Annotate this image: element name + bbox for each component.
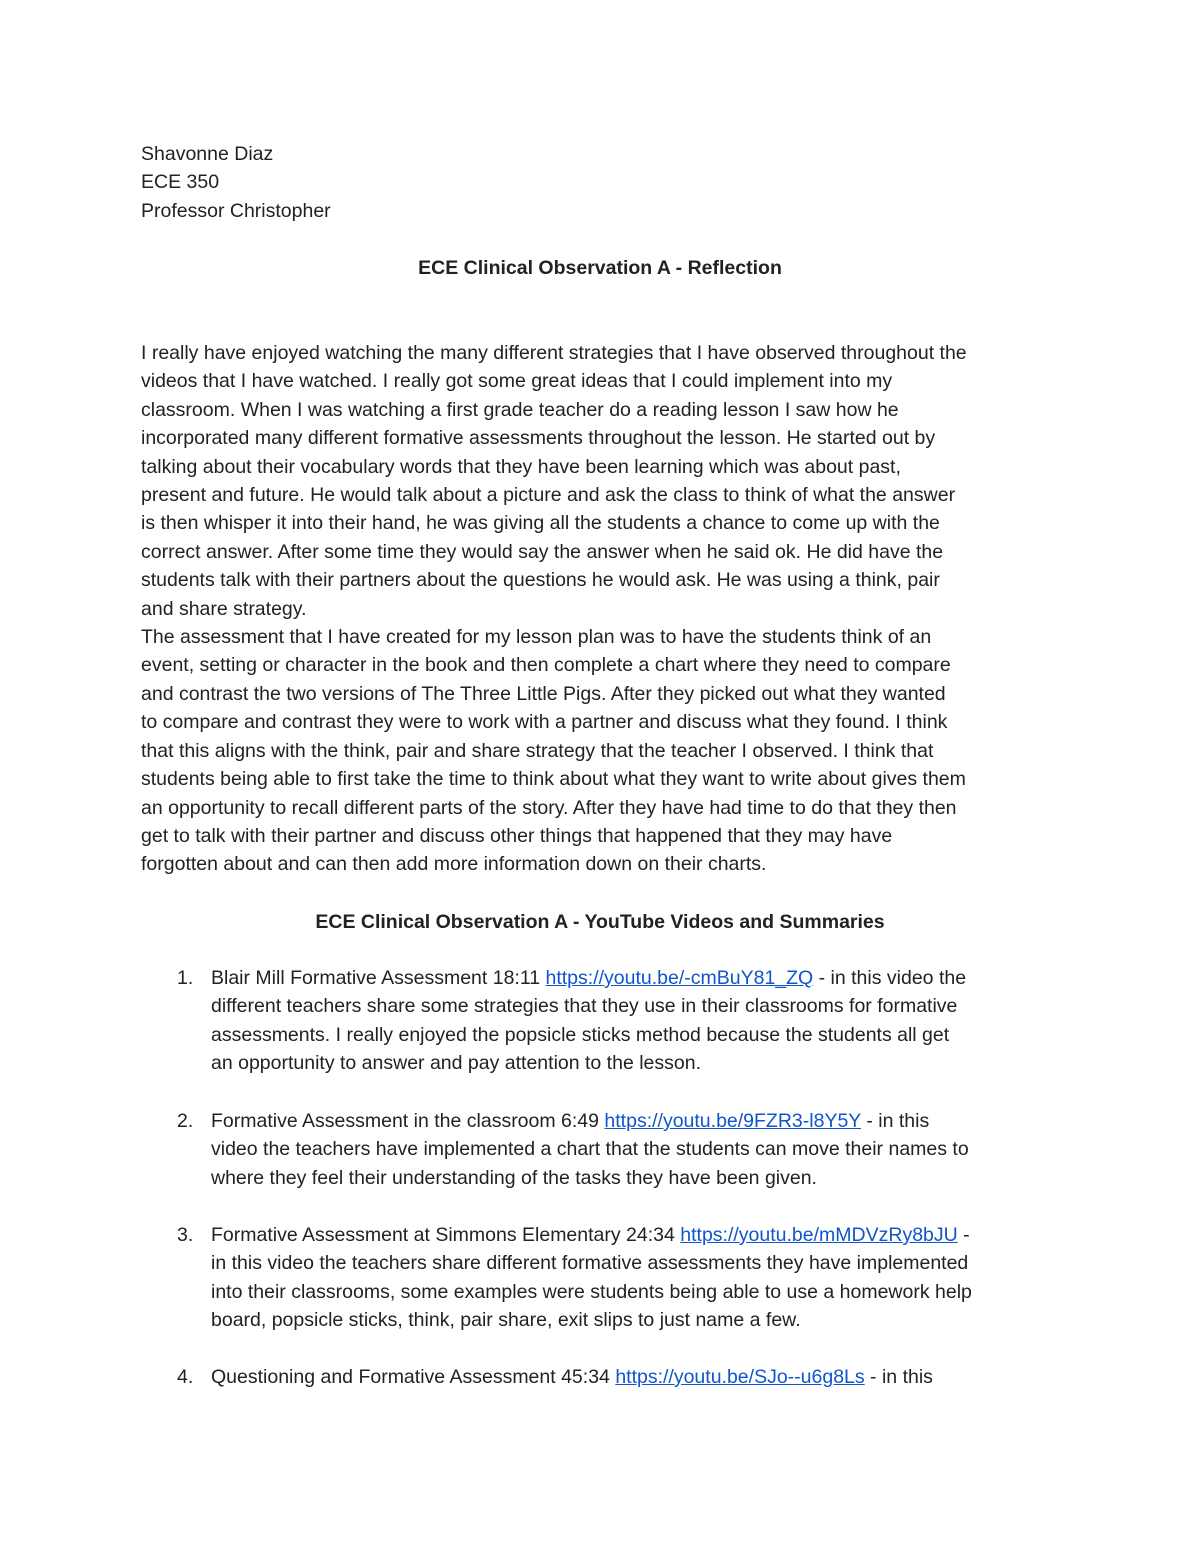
- video-summary-line: an opportunity to answer and pay attention to the lesson.: [211, 1052, 701, 1075]
- video-link[interactable]: https://youtu.be/mMDVzRy8bJU: [680, 1224, 958, 1246]
- video-summary-line: where they feel their understanding of the tasks they have been given.: [211, 1166, 817, 1189]
- list-number: 4.: [177, 1366, 194, 1388]
- reflection-line: students being able to first take the time to think about what they want to write about gives them: [141, 768, 966, 791]
- video-summary-line: different teachers share some strategies that they use in their classrooms for formative: [211, 995, 958, 1018]
- video-summary-line: board, popsicle sticks, think, pair share, exit slips to just name a few.: [211, 1309, 801, 1332]
- author-name: Shavonne Diaz: [141, 143, 274, 165]
- reflection-line: that this aligns with the think, pair and share strategy that the teacher I observed. I think that: [141, 739, 934, 762]
- list-number: 2.: [177, 1110, 194, 1132]
- list-number: 1.: [177, 967, 194, 989]
- reflection-line: The assessment that I have created for my lesson plan was to have the students think of an: [141, 626, 932, 649]
- video-title: Formative Assessment in the classroom 6:49: [211, 1110, 605, 1132]
- reflection-line: event, setting or character in the book and then complete a chart where they need to compare: [141, 654, 951, 677]
- reflection-line: incorporated many different formative assessments throughout the lesson. He started out by: [141, 427, 936, 450]
- reflection-body: [141, 339, 1071, 879]
- reflection-line: get to talk with their partner and discuss other things that happened that they may have: [141, 824, 893, 847]
- videos-title: ECE Clinical Observation A - YouTube Videos and Summaries: [315, 911, 885, 933]
- video-summary-line: assessments. I really enjoyed the popsicle sticks method because the students all get: [211, 1023, 950, 1046]
- video-link[interactable]: https://youtu.be/-cmBuY81_ZQ: [545, 967, 814, 989]
- reflection-line: an opportunity to recall different parts of the story. After they have had time to do that they then: [141, 796, 957, 819]
- video-link[interactable]: https://youtu.be/9FZR3-l8Y5Y: [604, 1110, 861, 1132]
- reflection-line: to compare and contrast they were to work with a partner and discuss what they found. I think: [141, 711, 948, 734]
- video-summary: -: [957, 1224, 970, 1246]
- reflection-line: forgotten about and can then add more information down on their charts.: [141, 853, 767, 876]
- reflection-line: correct answer. After some time they would say the answer when he said ok. He did have the: [141, 540, 944, 563]
- reflection-title: ECE Clinical Observation A - Reflection: [418, 257, 782, 279]
- reflection-line: students talk with their partners about the questions he would ask. He was using a think, pair: [141, 569, 940, 592]
- video-summary: - in this: [864, 1366, 933, 1388]
- video-summary-line: in this video the teachers share different formative assessments they have implemented: [211, 1252, 969, 1275]
- reflection-line: I really have enjoyed watching the many different strategies that I have observed throughout the: [141, 342, 967, 364]
- document-header: [141, 140, 331, 225]
- video-title: Blair Mill Formative Assessment 18:11: [211, 967, 546, 989]
- course-code: ECE 350: [141, 171, 220, 194]
- reflection-line: present and future. He would talk about a picture and ask the class to think of what the answer: [141, 484, 956, 507]
- reflection-line: videos that I have watched. I really got some great ideas that I could implement into my: [141, 370, 893, 393]
- video-summary: - in this: [860, 1110, 930, 1132]
- list-number: 3.: [177, 1224, 194, 1246]
- video-title: Questioning and Formative Assessment 45:34: [211, 1366, 616, 1388]
- reflection-line: and contrast the two versions of The Three Little Pigs. After they picked out what they wanted: [141, 682, 946, 705]
- reflection-line: and share strategy.: [141, 597, 307, 620]
- reflection-line: talking about their vocabulary words that they have been learning which was about past,: [141, 455, 901, 478]
- video-summary-line: into their classrooms, some examples were students being able to use a homework help: [211, 1280, 972, 1303]
- professor-name: Professor Christopher: [141, 199, 331, 222]
- video-summary-line: video the teachers have implemented a chart that the students can move their names to: [211, 1138, 969, 1161]
- reflection-line: classroom. When I was watching a first grade teacher do a reading lesson I saw how he: [141, 398, 899, 421]
- reflection-line: is then whisper it into their hand, he was giving all the students a chance to come up with the: [141, 512, 940, 535]
- video-link[interactable]: https://youtu.be/SJo--u6g8Ls: [615, 1366, 865, 1388]
- video-summary: - in this video the: [813, 967, 967, 989]
- video-title: Formative Assessment at Simmons Elementary 24:34: [211, 1224, 681, 1246]
